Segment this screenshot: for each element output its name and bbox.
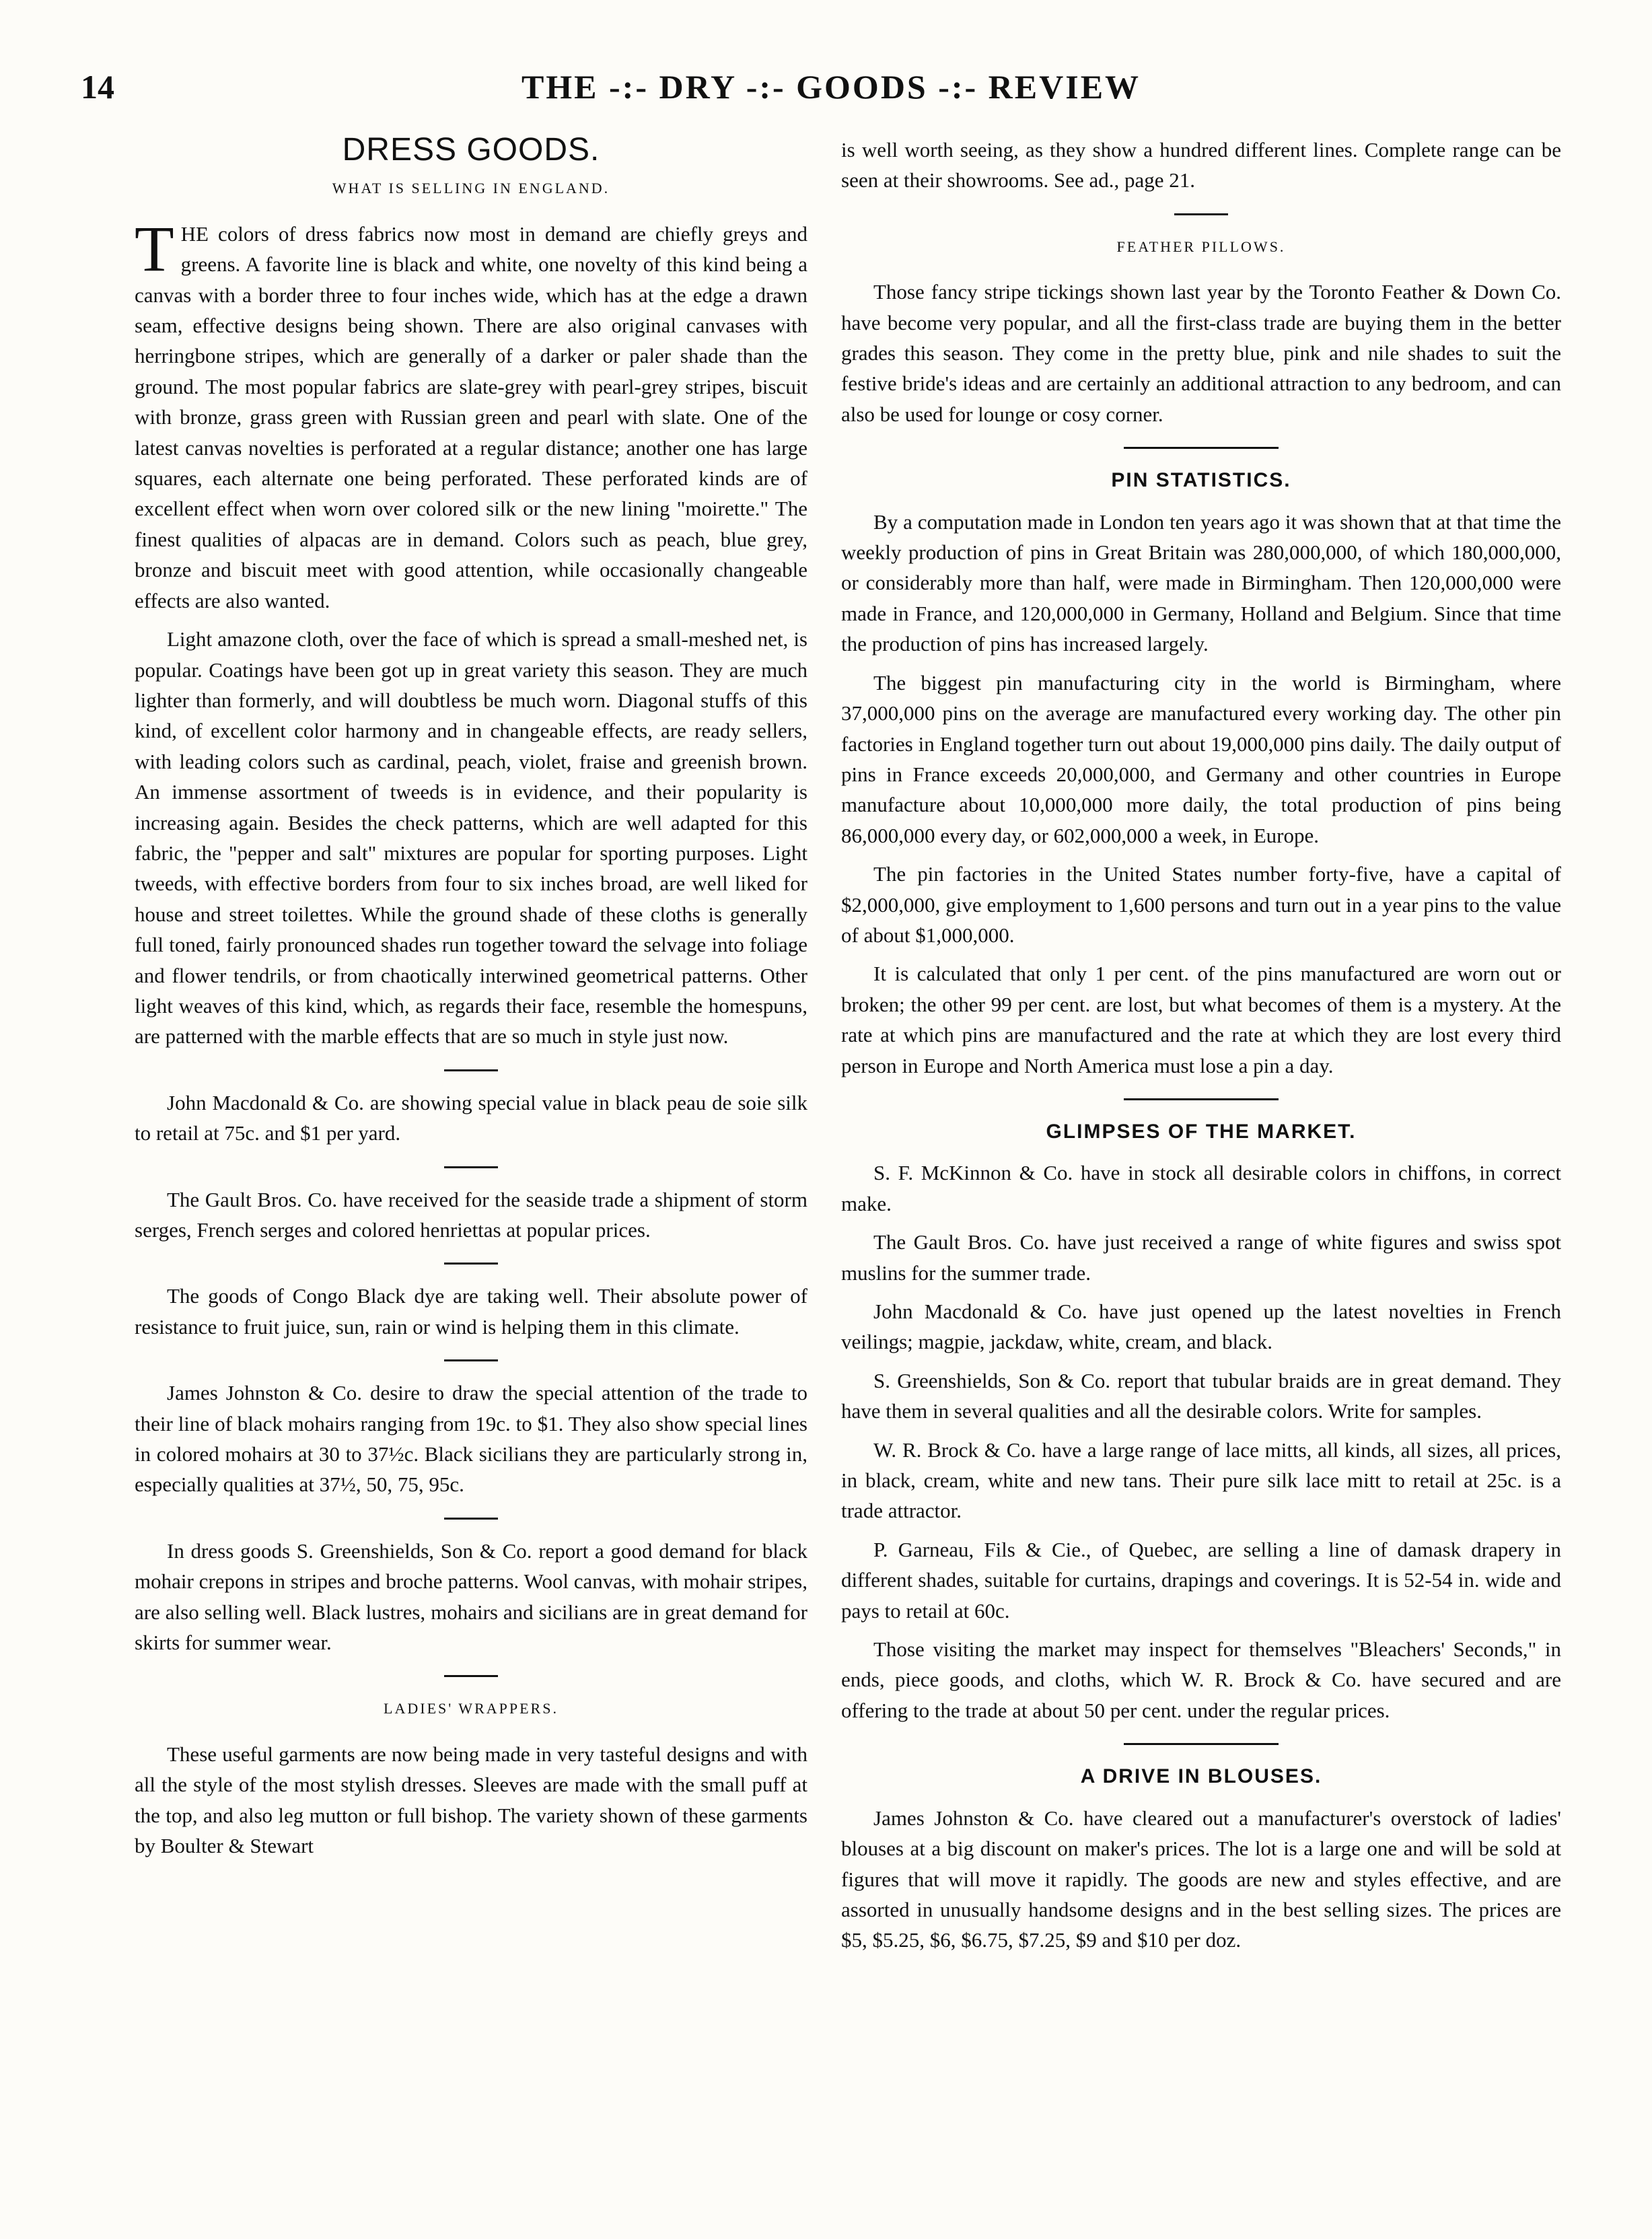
divider [444,1069,498,1071]
page-header [81,67,1581,121]
paragraph-text: HE colors of dress fabrics now most in demand are chiefly greys and greens. A favorite line is black and white, one novelty of this kind being a canvas with a border three to four inches wide, which has at the edge a drawn seam, effective designs being shown. There are also original canvases with herringbone stripes, which are generally of a darker or paler shade than the ground. The most popular fabrics are slate-grey with pearl-grey stripes, biscuit with bronze, grass green with Russian green and pearl with slate. One of the latest canvas novelties is perforated at a regular distance; another one has large squares, each alternate one being perforated. These perforated kinds are of excellent effect when worn over colored silk or the new lining "moirette." The finest qualities of alpacas are in demand. Colors such as peach, blue grey, bronze and biscuit meet with good attention, while occasionally changeable effects are also wanted. [135,221,807,612]
paragraph: S. F. McKinnon & Co. have in stock all desirable colors in chiffons, in correct make. [841,1161,1561,1215]
divider [1174,213,1228,215]
section-heading: A DRIVE IN BLOUSES. [1080,1765,1322,1788]
paragraph: John Macdonald & Co. have just opened up the latest novelties in French veilings; magpie, jackdaw, white, cream, and black. [841,1300,1561,1354]
paragraph: James Johnston & Co. have cleared out a manufacturer's overstock of ladies' blouses at a big discount on maker's prices. The lot is a large one and will be sold at figures that will move it rapidly. The goods are new and styles effective, and are assorted in unusually handsome designs and in the best selling sizes. The prices are $5, $5.25, $6, $6.75, $7.25, $9 and $10 per doz. [841,1806,1561,1952]
divider [444,1675,498,1677]
divider [1124,447,1279,449]
article-heading: DRESS GOODS. [342,132,600,168]
section-heading: PIN STATISTICS. [1111,469,1291,492]
paragraph: By a computation made in London ten years ago it was shown that at that time the weekly production of pins in Great Britain was 280,000,000, of which 180,000,000, or considerably more than half, were made in Birmingham. Then 120,000,000 were made in France, and 120,000,000 in Germany, Holland and Belgium. Since that time the production of pins has increased largely. [841,509,1561,656]
divider [444,1518,498,1520]
paragraph: W. R. Brock & Co. have a large range of lace mitts, all kinds, all sizes, all prices, in black, cream, white and new tans. Their pure silk lace mitt to retail at 25c. is a trade attractor. [841,1437,1561,1523]
paragraph: Those visiting the market may inspect for themselves "Bleachers' Seconds," in ends, piece goods, and cloths, which W. R. Brock & Co. have secured and are offering to the trade at about 50 per cent. under the regular prices. [841,1637,1561,1722]
paragraph [135,212,807,616]
paragraph: S. Greenshields, Son & Co. report that tubular braids are in great demand. They have them in several qualities and all the desirable colors. Write for samples. [841,1368,1561,1423]
paragraph: In dress goods S. Greenshields, Son & Co. report a good demand for black mohair crepons in stripes and broche patterns. Wool canvas, with mohair stripes, are also selling well. Black lustres, mohairs and sicilians are in great demand for skirts for summer wear. [135,1538,807,1655]
section-subheading: LADIES' WRAPPERS. [384,1700,559,1717]
right-column [841,135,1561,1964]
paragraph: The Gault Bros. Co. have received for the seaside trade a shipment of storm serges, French serges and colored henriettas at popular prices. [135,1187,807,1242]
divider [444,1359,498,1361]
section-heading: GLIMPSES OF THE MARKET. [1046,1120,1357,1143]
paragraph: The pin factories in the United States number forty-five, have a capital of $2,000,000, give employment to 1,600 persons and turn out in a year pins to the value of about $1,000,000. [841,862,1561,947]
page-number: 14 [81,68,114,106]
left-column [135,132,807,1870]
paragraph: is well worth seeing, as they show a hundred different lines. Complete range can be seen at their showrooms. See ad., page 21. [841,138,1561,192]
paragraph: The biggest pin manufacturing city in the world is Birmingham, where 37,000,000 pins on the average are manufactured every working day. The other pin factories in England together turn out about 19,000,000 pins daily. The daily output of pins in France exceeds 20,000,000, and Germany and other countries in Europe manufacture about 10,000,000 more daily, the total production of pins being 86,000,000 every day, or 602,000,000 a week, in Europe. [841,670,1561,847]
divider [444,1166,498,1168]
paragraph: The Gault Bros. Co. have just received a range of white figures and swiss spot muslins for the summer trade. [841,1230,1561,1285]
drop-cap: T [135,212,174,285]
article-subheading: WHAT IS SELLING IN ENGLAND. [332,180,610,197]
paragraph: It is calculated that only 1 per cent. of the pins manufactured are worn out or broken; the other 99 per cent. are lost, but what becomes of them is a mystery. At the rate at which pins are manufactured and the rate at which they are lost every third person in Europe and North America must lose a pin a day. [841,962,1561,1077]
paragraph: These useful garments are now being made in very tasteful designs and with all the style of the most stylish dresses. Sleeves are made with the small puff at the top, and also leg mutton or full bishop. The variety shown of these garments by Boulter & Stewart [135,1742,807,1858]
section-subheading: FEATHER PILLOWS. [1116,238,1286,255]
paragraph: Light amazone cloth, over the face of which is spread a small-meshed net, is popular. Coatings have been got up in great variety this season. They are much lighter than formerly, and will doubtless be much worn. Diagonal stuffs of this kind, of excellent color harmony and in changeable effects, are ready sellers, with leading colors such as cardinal, peach, violet, fraise and greenish brown. An immense assortment of tweeds is in evidence, and their popularity is increasing again. Besides the check patterns, which are well adapted for this fabric, the "pepper and salt" mixtures are popular for sporting purposes. Light tweeds, with effective borders from four to six inches broad, are well liked for house and street toilettes. While the ground shade of these cloths is generally full toned, fairly pronounced shades run together toward the selvage into foliage and flower tendrils, or from chaotically interwined geometrical patterns. Other light weaves of this kind, which, as regards their face, resemble the homespuns, are patterned with the marble effects that are so much in style just now. [135,627,807,1049]
paragraph: John Macdonald & Co. are showing special value in black peau de soie silk to retail at 75c. and $1 per yard. [135,1090,807,1145]
divider [444,1263,498,1265]
paragraph: P. Garneau, Fils & Cie., of Quebec, are selling a line of damask drapery in different shades, suitable for curtains, drapings and coverings. It is 52-54 in. wide and pays to retail at 60c. [841,1537,1561,1623]
paragraph: The goods of Congo Black dye are taking well. Their absolute power of resistance to fruit juice, sun, rain or wind is helping them in this climate. [135,1284,807,1339]
divider [1124,1743,1279,1745]
paragraph: James Johnston & Co. desire to draw the special attention of the trade to their line of black mohairs ranging from 19c. to $1. They also show special lines in colored mohairs at 30 to 37½c. Black sicilians they are particularly strong in, especially qualities at 37½, 50, 75, 95c. [135,1381,807,1497]
divider [1124,1098,1279,1100]
running-title: THE -:- DRY -:- GOODS -:- REVIEW [521,68,1141,106]
paragraph: Those fancy stripe tickings shown last year by the Toronto Feather & Down Co. have become very popular, and all the first-class trade are buying them in the better grades this season. They come in the pretty blue, pink and nile shades to suit the festive bride's ideas and are certainly an additional attraction to any bedroom, and can also be used for lounge or cosy corner. [841,280,1561,426]
